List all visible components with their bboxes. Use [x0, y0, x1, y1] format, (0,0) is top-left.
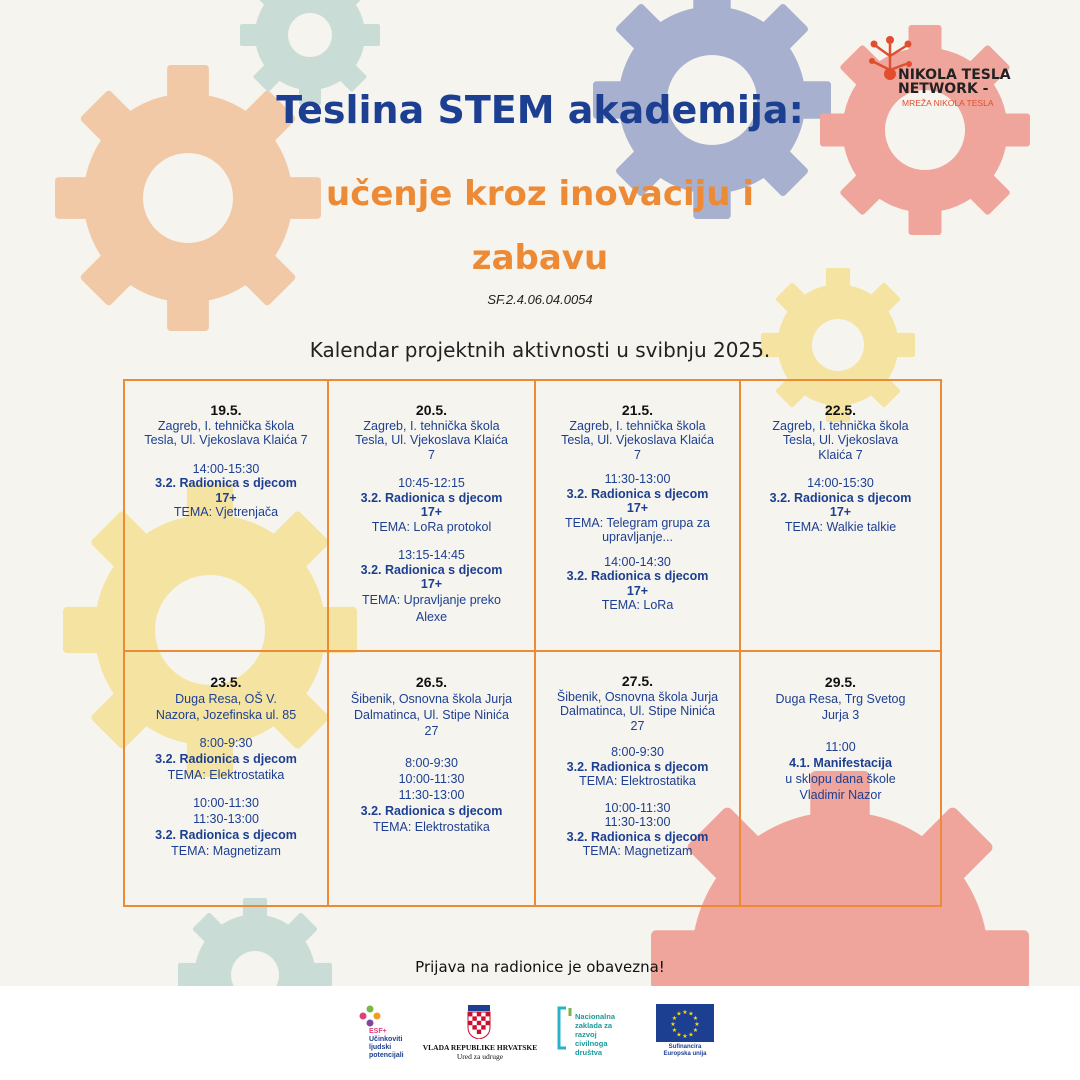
calendar-cell-29-5: 29.5. Duga Resa, Trg Svetog Jurja 3 11:00 4.1. Manifestacija u sklopu dana škole Vladimir Nazor	[739, 650, 942, 907]
svg-text:★: ★	[682, 1009, 688, 1016]
vlada-text: VLADA REPUBLIKE HRVATSKE Ured za udruge	[422, 1043, 538, 1061]
esf-text: ESF+ Učinkoviti ljudski potencijali	[369, 1028, 404, 1059]
registration-note: Prijava na radionice je obavezna!	[415, 958, 665, 976]
calendar-grid	[125, 381, 942, 907]
svg-text:★: ★	[671, 1027, 678, 1034]
eu-flag-icon	[656, 1004, 714, 1042]
svg-text:★: ★	[676, 1010, 682, 1018]
nzrcd-logo-icon	[556, 1006, 574, 1050]
brand-subtitle: MREŽA NIKOLA TESLA	[902, 98, 994, 108]
svg-text:★: ★	[671, 1015, 678, 1022]
calendar-cell-19-5: 19.5. Zagreb, I. tehnička škola Tesla, Ul. Vjekoslava Klaića 7 14:00-15:30 3.2. Radionica s djecom 17+ TEMA: Vjetrenjača	[123, 379, 329, 652]
nzrcd-text: Nacionalna zaklada za razvoj civilnoga društva	[575, 1012, 616, 1057]
project-code: SF.2.4.06.04.0054	[487, 292, 593, 307]
svg-text:★: ★	[682, 1033, 688, 1040]
calendar-cell-27-5: 27.5. Šibenik, Osnovna škola Jurja Dalmatinca, Ul. Stipe Ninića 27 8:00-9:30 3.2. Radionica s djecom TEMA: Elektrostatika 10:00-11:30 11:30-13:00 3.2. Radionica s djecom TEMA: Magnetizam	[534, 650, 741, 907]
brand-name: NIKOLA TESLA NETWORK -	[898, 67, 1011, 97]
croatia-coat-of-arms-icon	[467, 1005, 491, 1039]
svg-text:★: ★	[694, 1021, 700, 1028]
svg-text:★: ★	[692, 1027, 699, 1034]
page-subtitle: učenje kroz inovaciju i zabavu	[325, 174, 755, 278]
page-title: Teslina STEM akademija:	[276, 88, 804, 132]
esf-logo-icon	[358, 1004, 382, 1028]
calendar-title: Kalendar projektnih aktivnosti u svibnju 2025.	[309, 338, 771, 362]
svg-text:★: ★	[692, 1015, 699, 1022]
svg-text:★: ★	[670, 1021, 676, 1028]
footer-logos	[0, 986, 1080, 1080]
svg-text:★: ★	[688, 1031, 694, 1039]
svg-text:★: ★	[676, 1031, 682, 1039]
calendar-cell-23-5: 23.5. Duga Resa, OŠ V. Nazora, Jozefinska ul. 85 8:00-9:30 3.2. Radionica s djecom TEMA: Elektrostatika 10:00-11:30 11:30-13:00 3.2. Radionica s djecom TEMA: Magnetizam	[123, 650, 329, 907]
eu-text: Sufinancira Europska unija	[663, 1044, 707, 1057]
svg-text:★: ★	[688, 1010, 694, 1018]
calendar-cell-26-5: 26.5. Šibenik, Osnovna škola Jurja Dalmatinca, Ul. Stipe Ninića 27 8:00-9:30 10:00-11:30 11:30-13:00 3.2. Radionica s djecom TEMA: Elektrostatika	[327, 650, 536, 907]
calendar-cell-20-5: 20.5. Zagreb, I. tehnička škola Tesla, Ul. Vjekoslava Klaića 7 10:45-12:15 3.2. Radionica s djecom 17+ TEMA: LoRa protokol 13:15-14:45 3.2. Radionica s djecom 17+ TEMA: Upravljanje preko Alexe	[327, 379, 536, 652]
calendar-cell-22-5: 22.5. Zagreb, I. tehnička škola Tesla, Ul. Vjekoslava Klaića 7 14:00-15:30 3.2. Radionica s djecom 17+ TEMA: Walkie talkie	[739, 379, 942, 652]
calendar-cell-21-5: 21.5. Zagreb, I. tehnička škola Tesla, Ul. Vjekoslava Klaića 7 11:30-13:00 3.2. Radionica s djecom 17+ TEMA: Telegram grupa za upravljanje... 14:00-14:30 3.2. Radionica s djecom 17+ TEMA: LoRa	[534, 379, 741, 652]
